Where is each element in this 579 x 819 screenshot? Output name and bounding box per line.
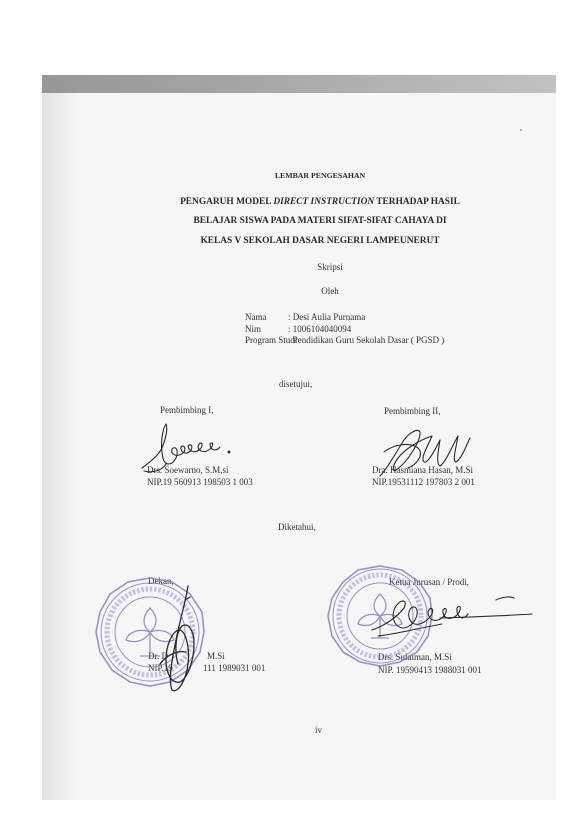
advisor-2-nip: NIP.19531112 197803 2 001	[372, 477, 475, 487]
author-field-value-program: : Pendidikan Guru Sekolah Dasar ( PGSD )	[288, 335, 445, 345]
thesis-title-line-1-italic: DIRECT INSTRUCTION	[273, 197, 375, 207]
page-number: iv	[315, 725, 323, 735]
department-head-name: Drs. Sulaiman, M.Si	[378, 652, 452, 662]
advisor-1-role: Pembimbing I,	[160, 405, 214, 415]
dean-nip-end: 111 1989031 001	[203, 663, 266, 673]
author-field-value-nim: : 1006104040094	[288, 323, 352, 334]
thesis-title-line-3: KELAS V SEKOLAH DASAR NEGERI LAMPEUNERUT	[200, 236, 440, 246]
advisor-2-name: Dra. Hasmiana Hasan, M.Si	[372, 465, 473, 475]
work-type: Skripsi	[317, 262, 343, 272]
scan-speck	[520, 129, 522, 131]
approved-label: disetujui,	[279, 379, 313, 389]
dean-nip-start: NIP.19	[148, 663, 173, 673]
advisor-1-nip: NIP.19 560913 198503 1 003	[147, 477, 253, 487]
thesis-title-line-1	[120, 196, 520, 208]
thesis-title-line-1-end: TERHADAP HASIL	[374, 197, 460, 207]
acknowledged-label: Diketahui,	[278, 522, 316, 532]
by-label: Oleh	[321, 286, 339, 296]
department-head-nip: NIP. 19590413 1988031 001	[378, 665, 482, 675]
scanned-paper	[42, 75, 556, 800]
thesis-title-line-2: BELAJAR SISWA PADA MATERI SIFAT-SIFAT CAHAYA DI	[193, 216, 447, 226]
author-field-label-nim: Nim	[245, 323, 262, 334]
dean-name-start: Dr. D	[148, 651, 168, 661]
scan-top-band	[42, 75, 556, 93]
advisor-1-name: Drs. Soewarno, S.M,si	[147, 465, 229, 475]
department-head-role: Ketua Jurusan / Prodi,	[389, 577, 469, 587]
advisor-2-role: Pembimbing II,	[384, 406, 441, 416]
author-field-label-program: Program Studi	[245, 335, 298, 345]
thesis-title-line-1-start: PENGARUH MODEL	[180, 197, 274, 207]
author-field-label-name: Nama	[245, 312, 267, 322]
dean-role: Dekan,	[148, 576, 174, 586]
dean-name-end: M.Si	[207, 651, 225, 661]
document-heading: LEMBAR PENGESAHAN	[274, 171, 366, 180]
author-field-value-name: : Desi Aulia Purnama	[288, 312, 366, 322]
scan-left-shadow	[42, 93, 78, 800]
